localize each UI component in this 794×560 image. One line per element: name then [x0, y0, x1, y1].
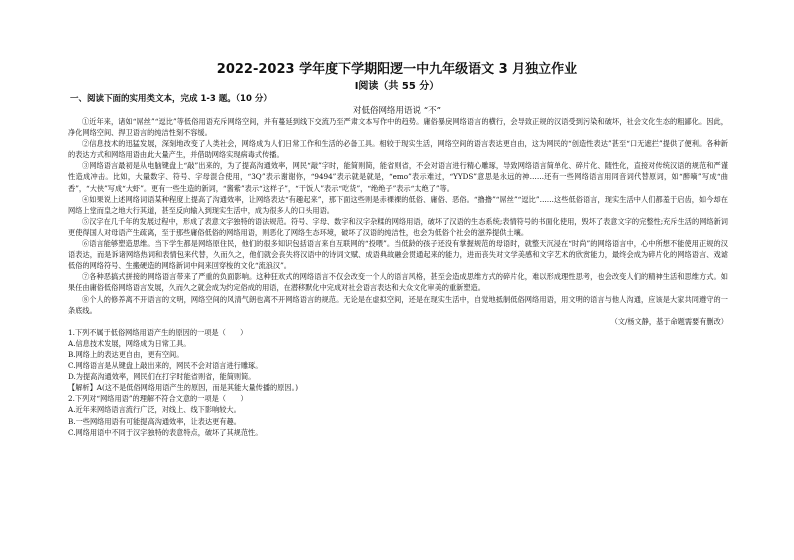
- paragraph-8: ⑧个人的修养离不开语言的文明，网络空间的风清气朗也离不开网络语言的规范。无论是在虚拟空间，还是在现实生活中，自觉地抵制低俗网络用语，用文明的语言与他人沟通，应该是大家共同遵守的一条底线。: [68, 294, 728, 315]
- question-2-option-a: A.近年来网络语言流行广泛，对线上、线下影响较大。: [68, 405, 241, 415]
- article-title: 对低俗网络用语说 “不”: [353, 106, 441, 116]
- section-heading: Ⅰ阅读（共 55 分）: [354, 81, 440, 92]
- article-body: [68, 116, 728, 438]
- question-2-stem: 2.下列对“网络用语”的理解不符合文意的一项是（ ）: [68, 394, 248, 404]
- question-1-option-b: B.网络上的表达更自由，更有空间。: [68, 349, 184, 359]
- question-1-option-d: D.为提高沟通效率，网民们在打字时能省则省，能简则简。: [68, 372, 256, 382]
- article-source: （文/杨文静，基于命题需要有删改）: [610, 316, 728, 326]
- paragraph-3: ③网络语言最初是从电脑键盘上“敲”出来的，为了提高沟通效率，网民“敲”字时，能简则简，能省则省，不会对语言进行精心雕琢，导致网络语言简单化、碎片化、随性化，直接对传统汉语的规范和严谨性造成冲击。比如，大量数字、符号、字母混合使用，“3Q”表示谢谢你，“9494”表示就是就是，“emo”表示难过，“YYDS”意思是永远的神……还有一些网络语言用同音词代替原词，如“醉嘀”写成“曲香”，“大侠”写成“大虾”。更有一些生造的新词，“酱紫”表示“这样子”，“干饭人”表示“吃货”，“绝绝子”表示“太绝了”等。: [68, 161, 728, 193]
- paragraph-4: ④如果说上述网络词语某种程度上提高了沟通效率，让网络表达“有趣起来”，那下面这些则是赤裸裸的低俗、庸俗、恶俗。“撸撸”“屌丝”“逗比”……这些低俗语言，现实生活中人们都羞于启齿，如今却在网络上堂而皇之地大行其道，甚至反向输入到现实生活中，成为很多人的口头用语。: [68, 194, 728, 215]
- paragraph-2: ②信息技术的迅猛发展，深刻地改变了人类社会，网络成为人们日常工作和生活的必备工具。相较于现实生活，网络空间的语言表达更自由，这为网民的“创造性表达”甚至“口无遮拦”提供了便利。各种新的表达方式和网络用语由此大量产生，并借助网络实现病毒式传播。: [68, 139, 728, 160]
- paragraph-7: ⑦各种恶搞式拼接的网络语言带来了严重的负面影响。这种狂欢式的网络语言不仅会改变一个人的语言风格，甚至会造成思维方式的碎片化，难以形成理性思考，也会改变人们的精神生活和思维方式。如果任由庸俗低俗网络语言发展，久而久之就会成为约定俗成的用语，在潜移默化中完成对社会语言表达和大众文化审美的重新塑造。: [68, 272, 728, 293]
- instruction: 一、阅读下面的实用类文本，完成 1-3 题。（10 分）: [70, 94, 272, 104]
- question-2-option-b: B.一些网络用语有可能提高沟通效率，让表达更有趣。: [68, 416, 241, 426]
- paragraph-1: ①近年来，诸如“屌丝”“逗比”等低俗用语充斥网络空间，并有蔓延到线下交流乃至严肃文本写作中的趋势。庸俗暴戾网络语言的横行，会导致正规的汉语受到污染和破坏，社会文化生态的粗鄙化。因此，净化网络空间、捍卫语言的纯洁性刻不容缓。: [68, 117, 728, 138]
- question-1-option-c: C.网络语言是从键盘上敲出来的，网民不会对语言进行雕琢。: [68, 361, 263, 371]
- paragraph-5: ⑤汉字在几千年的发展过程中，形成了表意文字独特的语法规范。符号、字母、数字和汉字杂糅的网络用语，破坏了汉语的生态系统;表情符号的书面化使用，毁坏了表意文字的完整性;充斥生活的网络新词更使得国人对母语产生疏离，至于那些庸俗低俗的网络用语，则恶化了网络生态环境，破坏了汉语的纯洁性，也会为低俗个社会的滋养提供土壤。: [68, 216, 728, 237]
- question-1-analysis: 【解析】A(这不是低俗网络用语产生的原因，而是其能大量传播的原因。): [68, 383, 299, 393]
- question-1-option-a: A.信息技术发展，网络成为日常工具。: [68, 338, 191, 348]
- question-1-stem: 1.下列不属于低俗网络用语产生的原因的一项是（ ）: [68, 327, 248, 337]
- page-title: 2022-2023 学年度下学期阳逻一中九年级语文 3 月独立作业: [216, 62, 578, 77]
- question-2-option-c: C.网络用语中不同于汉字独特的表意特点，破坏了其规范性。: [68, 427, 263, 437]
- paragraph-6: ⑥语言能够塑造思维。当下学生都是网络原住民，他们的很多知识包括语言来自互联网的“投喂”。当低龄的孩子还没有掌握规范的母语时，就整天沉浸在“时尚”的网络语言中，心中所想不能使用正规的汉语表达，而是诉诸网络热词和表情包来代替，久而久之，他们就会丧失将汉语中的诗词文赋、成语典故融会贯通起来的能力，进而丧失对文学美感和文字艺术的欣赏能力，最终会成为碎片化的网络语言、戏谑低俗的网络符号、生搬硬造的网络新词中间来回穿梭的文化“流浪汉”。: [68, 239, 728, 271]
